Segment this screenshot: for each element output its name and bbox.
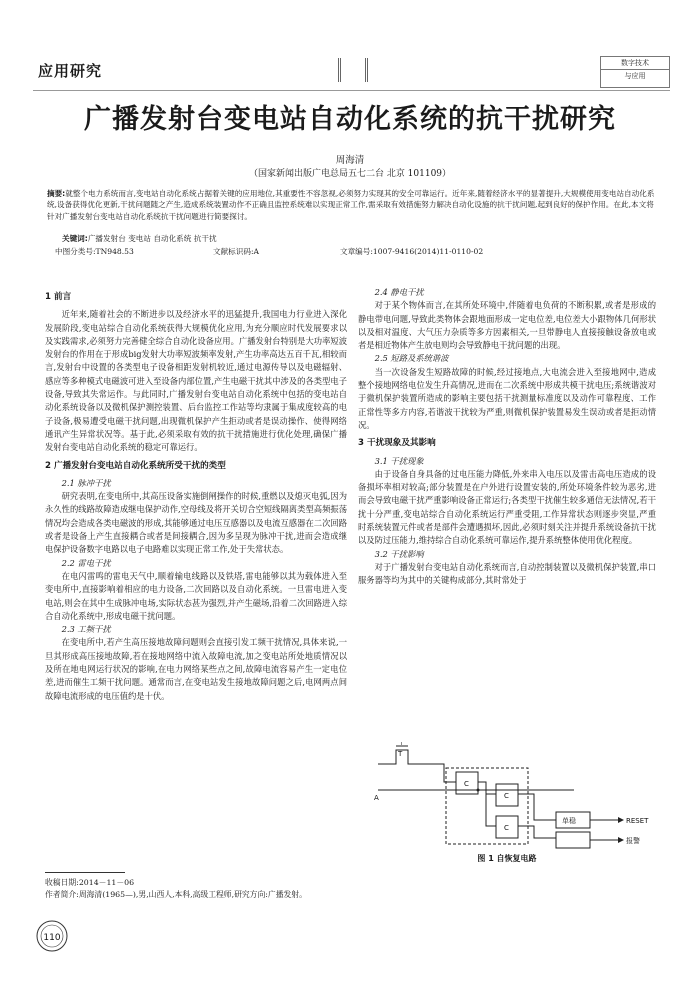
figure-caption: 图 1 自恢复电路 xyxy=(477,854,537,863)
subsection-heading: 3.1 干扰现象 xyxy=(374,455,424,466)
subsection-heading: 3.2 干扰影响 xyxy=(374,548,424,559)
label-ff1: C xyxy=(464,780,469,788)
section-heading: 1 前言 xyxy=(45,292,72,302)
abstract-text: 就整个电力系统而言,变电站自动化系统占据着关键的应用地位,其重要性不容忽视,必须努力实现其的安全可靠运行。近年来,随着经济水平的显著提升,大规模使用变电站自动化系统,设备获得优化更新,干扰问题随之产生,造成系统装置动作不正确且监控系统难以实现正常工作,需采取有效措施努力解决自动化设施的抗干扰问题,起到良好的保护作用。在此,本文将针对广播发射台变电站自动化系统抗干扰问题进行简要探讨。 xyxy=(47,189,655,221)
article-number: 文章编号:1007-9416(2014)11-0110-02 xyxy=(340,247,484,256)
logo-line1: 数字技术 xyxy=(601,57,669,70)
author: 周海清 xyxy=(335,155,365,166)
alarm-arrow-icon xyxy=(618,837,624,843)
paragraph: 对于某个物体而言,在其所处环境中,伴随着电负荷的不断积累,或者是形成的静电带电问题,导致此类物体会跟地面形成一定电位差,电位差大小跟物体几何形状以及相对温度、大气压力杂质等多方因素相关,一旦带静电人直接接触设备放电或者是相近物体产生放电则均会导致静电干扰问题的出现。 xyxy=(358,300,656,351)
page-number: 110 xyxy=(43,933,61,943)
received-date: 收稿日期:2014－11－06 xyxy=(45,878,135,887)
section-heading: 3 干扰现象及其影响 xyxy=(358,438,436,449)
left-column xyxy=(45,286,347,703)
footnote-rule xyxy=(45,872,125,873)
paragraph: 近年来,随着社会的不断进步以及经济水平的迅猛提升,我国电力行业进入深化发展阶段,变电站综合自动化系统获得大规模优化应用,为充分顺应时代发展要求以及实践需求,必须努力完善健全综合自动化设备应用。广播发射台特别是大功率短波发射台的作用在于形成big发射大功率短波频率发射,产生功率高达五百千瓦,相较而言,发射台中设置的各类型电子设备相距发射机较近,通过电源传导以及电磁辐射、感应等多种模式电磁波可进入至设备内部位置,产生电磁干扰其中涉及的各类型电子设备,导致其失常运作。与此同时,广播发射台变电站自动化系统中包括的变电站自动化系统设备以及微机保护测控装置、后台监控工作站等均隶属于集成度较高的电子设备,极易遭受电磁干扰问题,出现微机保护产生拒动或者是误动操作、使得网络通讯产生异常状况等。基于此,必须采取有效的抗干扰措施进行优化处理,确保广播发射台变电站自动化系统的稳定可靠运行。 xyxy=(45,309,348,453)
article-title: 广播发射台变电站自动化系统的抗干扰研究 xyxy=(84,104,616,135)
label-alarm: 报警 xyxy=(626,837,640,845)
label-monostable: 单稳 xyxy=(562,817,576,825)
label-ff2: C xyxy=(504,792,509,800)
subsection-heading: 2.4 静电干扰 xyxy=(374,287,424,297)
abstract xyxy=(47,188,659,222)
subsection-heading: 2.2 雷电干扰 xyxy=(61,557,111,568)
paragraph: 对于广播发射台变电站自动化系统而言,自动控制装置以及微机保护装置,串口服务器等均为其中的关键构成部分,其时常处于 xyxy=(358,561,656,586)
section-label: 应用研究 xyxy=(38,62,103,80)
label-a: A xyxy=(374,794,379,802)
keywords-text: 广播发射台 变电站 自动化系统 抗干扰 xyxy=(87,234,217,243)
label-ff3: C xyxy=(504,824,509,832)
paragraph: 由于设备自身具备的过电压能力降低,外来串入电压以及雷击高电压造成的设备损坏率相对较高;部分装置是在户外进行设置安装的,所处环境条件较为恶劣,进而会导致电磁干扰严重影响设备正常运行;各类型干扰催生较多通信无法情况,若干扰十分严重,变电站综合自动化系统运行严重受阻,工作异常状态则逐步突显,严重时系统装置元件或者是部件会遭遇损坏,因此,必须时刻关注并提升系统设备抗干扰以及防过压能力,维持综合自动化系统可靠运作,提升系统整体使用优化程度。 xyxy=(358,468,656,546)
subsection-heading: 2.5 短路及系统谐波 xyxy=(374,353,449,364)
label-reset: RESET xyxy=(626,817,649,825)
paragraph: 在电闪雷鸣的雷电天气中,顺着输电线路以及铁塔,雷电能够以其为载体进入至变电所中,直接影响着相应的电力设备,二次回路以及自动化系统。一旦雷电进入变电站,则会在其中生成脉冲电场,实际状态甚为强烈,并产生磁场,沿着二次回路进入综合自动化系统中,形成电磁干扰问题。 xyxy=(45,570,347,621)
paragraph: 研究表明,在变电所中,其高压设备实施倒闸操作的时候,重燃以及熄灭电弧,因为永久性的线路故障造成继电保护动作,空母线及将开关切合空短线隔离类型高频振荡情况均会造成各类电磁波的形成,其能够通过电压互感器以及电流互感器在二次回路或者是设备上产生直接耦合或者是间接耦合,因为多呈现为脉冲干扰,进而会造成继电保护设备数字电路以电子电路难以实现正常工作,处于失常状态。 xyxy=(45,491,347,555)
page-number-badge xyxy=(36,920,68,952)
header-divider xyxy=(338,58,368,82)
alarm-driver-block xyxy=(556,832,590,848)
label-t: T xyxy=(398,750,403,758)
keywords-label: 关键词: xyxy=(62,234,88,243)
abstract-label: 摘要: xyxy=(47,189,66,198)
doc-code: 文献标识码:A xyxy=(213,247,260,256)
affiliation: （国家新闻出版广电总局五七二台 北京 101109） xyxy=(248,169,452,179)
paragraph: 在变电所中,若产生高压接地故障问题则会直接引发工频干扰情况,具体来说,一旦其形成高压接地故障,若在接地网络中流入故障电流,加之变电站所处地质情况以及所在地电网运行状况的影响,在电力网络某些点之间,故障电流容易产生一定电位差,进而催生工频干扰问题。通常而言,在变电站发生接地故障问题之后,电网两点间故障电流形成的电压值约是十伏。 xyxy=(45,637,347,701)
subsection-heading: 2.3 工频干扰 xyxy=(61,624,111,635)
reset-arrow-icon xyxy=(618,817,624,823)
footnote xyxy=(45,877,307,901)
paragraph: 当一次设备发生短路故障的时候,经过接地点,大电流会进入至接地网中,造成整个接地网络电位发生升高情况,进而在二次系统中形成共模干扰电压;系统谐波对于微机保护装置所造成的影响主要包括干扰测量标准度以及动作可靠程度、工作正常性等多方内容,若谐波干扰较为严重,则微机保护装置易发生误动或者是拒动情况。 xyxy=(358,366,656,430)
pulse-waveform xyxy=(378,750,434,764)
right-column xyxy=(358,286,656,588)
subsection-heading: 2.1 脉冲干扰 xyxy=(61,477,111,488)
section-heading: 2 广播发射台变电站自动化系统所受干扰的类型 xyxy=(45,460,226,471)
clc-number: 中图分类号:TN948.53 xyxy=(55,247,134,256)
author-bio: 作者简介:周海清(1965—),男,山西人,本科,高级工程师,研究方向:广播发射。 xyxy=(45,890,307,899)
label-t-top: T xyxy=(400,742,404,747)
keywords xyxy=(62,233,217,244)
circuit-diagram xyxy=(374,742,656,850)
journal-logo xyxy=(600,56,670,88)
logo-line2: 与应用 xyxy=(624,72,646,80)
